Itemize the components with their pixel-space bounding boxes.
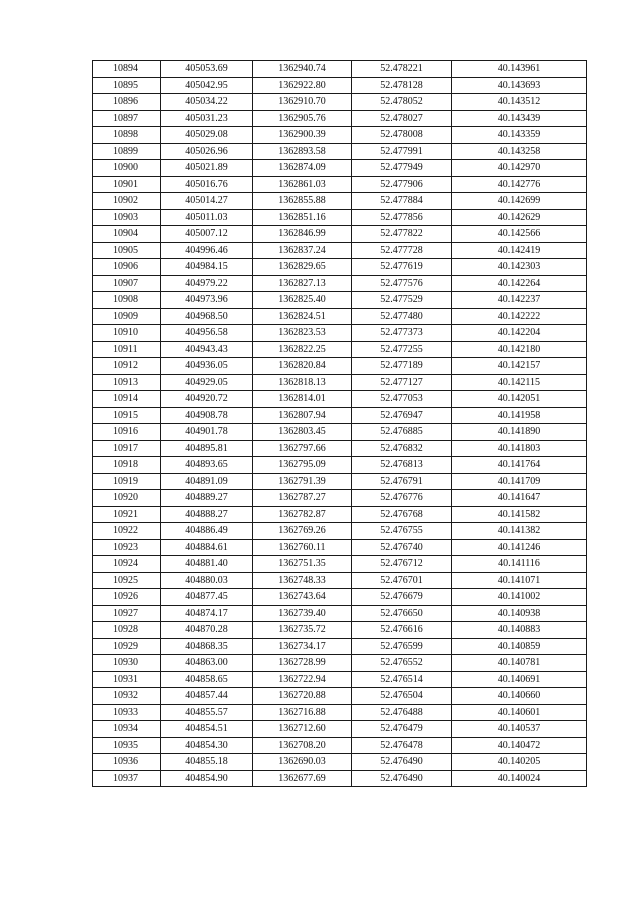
point-number-cell: 10931 xyxy=(93,671,161,688)
longitude-cell: 40.141582 xyxy=(452,506,587,523)
table-row xyxy=(93,572,587,589)
longitude-cell: 40.142303 xyxy=(452,259,587,276)
point-number-cell: 10923 xyxy=(93,539,161,556)
point-number-cell: 10899 xyxy=(93,143,161,160)
table-row xyxy=(93,407,587,424)
longitude-cell: 40.141803 xyxy=(452,440,587,457)
y-coordinate-cell: 1362905.76 xyxy=(253,110,352,127)
longitude-cell: 40.141958 xyxy=(452,407,587,424)
point-number-cell: 10932 xyxy=(93,688,161,705)
coordinate-table xyxy=(92,60,587,787)
latitude-cell: 52.476650 xyxy=(352,605,452,622)
y-coordinate-cell: 1362708.20 xyxy=(253,737,352,754)
latitude-cell: 52.476712 xyxy=(352,556,452,573)
latitude-cell: 52.476479 xyxy=(352,721,452,738)
x-coordinate-cell: 404891.09 xyxy=(161,473,253,490)
x-coordinate-cell: 404881.40 xyxy=(161,556,253,573)
longitude-cell: 40.140601 xyxy=(452,704,587,721)
y-coordinate-cell: 1362940.74 xyxy=(253,61,352,78)
x-coordinate-cell: 405053.69 xyxy=(161,61,253,78)
longitude-cell: 40.142115 xyxy=(452,374,587,391)
longitude-cell: 40.140472 xyxy=(452,737,587,754)
x-coordinate-cell: 404858.65 xyxy=(161,671,253,688)
table-row xyxy=(93,143,587,160)
latitude-cell: 52.476768 xyxy=(352,506,452,523)
point-number-cell: 10933 xyxy=(93,704,161,721)
longitude-cell: 40.141764 xyxy=(452,457,587,474)
y-coordinate-cell: 1362861.03 xyxy=(253,176,352,193)
latitude-cell: 52.476679 xyxy=(352,589,452,606)
longitude-cell: 40.143961 xyxy=(452,61,587,78)
point-number-cell: 10936 xyxy=(93,754,161,771)
latitude-cell: 52.476813 xyxy=(352,457,452,474)
y-coordinate-cell: 1362751.35 xyxy=(253,556,352,573)
point-number-cell: 10914 xyxy=(93,391,161,408)
longitude-cell: 40.141890 xyxy=(452,424,587,441)
x-coordinate-cell: 404943.43 xyxy=(161,341,253,358)
table-row xyxy=(93,242,587,259)
latitude-cell: 52.477884 xyxy=(352,193,452,210)
y-coordinate-cell: 1362922.80 xyxy=(253,77,352,94)
y-coordinate-cell: 1362820.84 xyxy=(253,358,352,375)
latitude-cell: 52.476552 xyxy=(352,655,452,672)
longitude-cell: 40.142051 xyxy=(452,391,587,408)
point-number-cell: 10904 xyxy=(93,226,161,243)
x-coordinate-cell: 404888.27 xyxy=(161,506,253,523)
x-coordinate-cell: 404973.96 xyxy=(161,292,253,309)
latitude-cell: 52.476478 xyxy=(352,737,452,754)
y-coordinate-cell: 1362743.64 xyxy=(253,589,352,606)
longitude-cell: 40.143359 xyxy=(452,127,587,144)
y-coordinate-cell: 1362803.45 xyxy=(253,424,352,441)
y-coordinate-cell: 1362760.11 xyxy=(253,539,352,556)
longitude-cell: 40.141246 xyxy=(452,539,587,556)
point-number-cell: 10927 xyxy=(93,605,161,622)
latitude-cell: 52.476514 xyxy=(352,671,452,688)
point-number-cell: 10926 xyxy=(93,589,161,606)
table-row xyxy=(93,638,587,655)
longitude-cell: 40.140938 xyxy=(452,605,587,622)
point-number-cell: 10894 xyxy=(93,61,161,78)
table-row xyxy=(93,688,587,705)
coordinate-table-body xyxy=(93,61,587,787)
latitude-cell: 52.478008 xyxy=(352,127,452,144)
y-coordinate-cell: 1362734.17 xyxy=(253,638,352,655)
table-row xyxy=(93,325,587,342)
table-row xyxy=(93,506,587,523)
y-coordinate-cell: 1362851.16 xyxy=(253,209,352,226)
latitude-cell: 52.477127 xyxy=(352,374,452,391)
y-coordinate-cell: 1362797.66 xyxy=(253,440,352,457)
longitude-cell: 40.142204 xyxy=(452,325,587,342)
y-coordinate-cell: 1362739.40 xyxy=(253,605,352,622)
table-row xyxy=(93,341,587,358)
y-coordinate-cell: 1362900.39 xyxy=(253,127,352,144)
y-coordinate-cell: 1362712.60 xyxy=(253,721,352,738)
point-number-cell: 10934 xyxy=(93,721,161,738)
point-number-cell: 10912 xyxy=(93,358,161,375)
x-coordinate-cell: 404884.61 xyxy=(161,539,253,556)
longitude-cell: 40.142419 xyxy=(452,242,587,259)
table-row xyxy=(93,259,587,276)
table-row xyxy=(93,457,587,474)
table-row xyxy=(93,292,587,309)
y-coordinate-cell: 1362825.40 xyxy=(253,292,352,309)
point-number-cell: 10896 xyxy=(93,94,161,111)
latitude-cell: 52.476504 xyxy=(352,688,452,705)
x-coordinate-cell: 404908.78 xyxy=(161,407,253,424)
x-coordinate-cell: 405021.89 xyxy=(161,160,253,177)
longitude-cell: 40.143258 xyxy=(452,143,587,160)
y-coordinate-cell: 1362823.53 xyxy=(253,325,352,342)
latitude-cell: 52.477728 xyxy=(352,242,452,259)
point-number-cell: 10929 xyxy=(93,638,161,655)
y-coordinate-cell: 1362791.39 xyxy=(253,473,352,490)
x-coordinate-cell: 404979.22 xyxy=(161,275,253,292)
point-number-cell: 10919 xyxy=(93,473,161,490)
longitude-cell: 40.143439 xyxy=(452,110,587,127)
table-row xyxy=(93,539,587,556)
x-coordinate-cell: 405031.23 xyxy=(161,110,253,127)
y-coordinate-cell: 1362807.94 xyxy=(253,407,352,424)
latitude-cell: 52.477576 xyxy=(352,275,452,292)
x-coordinate-cell: 404854.30 xyxy=(161,737,253,754)
table-row xyxy=(93,308,587,325)
table-row xyxy=(93,275,587,292)
longitude-cell: 40.143512 xyxy=(452,94,587,111)
x-coordinate-cell: 404854.90 xyxy=(161,770,253,787)
y-coordinate-cell: 1362910.70 xyxy=(253,94,352,111)
latitude-cell: 52.476701 xyxy=(352,572,452,589)
point-number-cell: 10911 xyxy=(93,341,161,358)
point-number-cell: 10924 xyxy=(93,556,161,573)
x-coordinate-cell: 405029.08 xyxy=(161,127,253,144)
x-coordinate-cell: 404854.51 xyxy=(161,721,253,738)
y-coordinate-cell: 1362874.09 xyxy=(253,160,352,177)
point-number-cell: 10917 xyxy=(93,440,161,457)
x-coordinate-cell: 404874.17 xyxy=(161,605,253,622)
point-number-cell: 10908 xyxy=(93,292,161,309)
latitude-cell: 52.476791 xyxy=(352,473,452,490)
y-coordinate-cell: 1362827.13 xyxy=(253,275,352,292)
longitude-cell: 40.140024 xyxy=(452,770,587,787)
table-row xyxy=(93,655,587,672)
point-number-cell: 10910 xyxy=(93,325,161,342)
table-row xyxy=(93,605,587,622)
point-number-cell: 10900 xyxy=(93,160,161,177)
y-coordinate-cell: 1362846.99 xyxy=(253,226,352,243)
longitude-cell: 40.140883 xyxy=(452,622,587,639)
point-number-cell: 10913 xyxy=(93,374,161,391)
point-number-cell: 10915 xyxy=(93,407,161,424)
x-coordinate-cell: 405034.22 xyxy=(161,94,253,111)
latitude-cell: 52.476947 xyxy=(352,407,452,424)
x-coordinate-cell: 404901.78 xyxy=(161,424,253,441)
latitude-cell: 52.477480 xyxy=(352,308,452,325)
longitude-cell: 40.143693 xyxy=(452,77,587,94)
longitude-cell: 40.142629 xyxy=(452,209,587,226)
latitude-cell: 52.477255 xyxy=(352,341,452,358)
table-row xyxy=(93,94,587,111)
x-coordinate-cell: 405026.96 xyxy=(161,143,253,160)
y-coordinate-cell: 1362829.65 xyxy=(253,259,352,276)
table-row xyxy=(93,127,587,144)
longitude-cell: 40.141002 xyxy=(452,589,587,606)
y-coordinate-cell: 1362677.69 xyxy=(253,770,352,787)
table-row xyxy=(93,226,587,243)
latitude-cell: 52.476488 xyxy=(352,704,452,721)
table-row xyxy=(93,424,587,441)
longitude-cell: 40.142222 xyxy=(452,308,587,325)
table-row xyxy=(93,440,587,457)
point-number-cell: 10920 xyxy=(93,490,161,507)
latitude-cell: 52.478027 xyxy=(352,110,452,127)
y-coordinate-cell: 1362735.72 xyxy=(253,622,352,639)
longitude-cell: 40.142776 xyxy=(452,176,587,193)
table-row xyxy=(93,589,587,606)
latitude-cell: 52.476490 xyxy=(352,770,452,787)
latitude-cell: 52.477822 xyxy=(352,226,452,243)
x-coordinate-cell: 404855.57 xyxy=(161,704,253,721)
longitude-cell: 40.140859 xyxy=(452,638,587,655)
x-coordinate-cell: 404984.15 xyxy=(161,259,253,276)
latitude-cell: 52.478052 xyxy=(352,94,452,111)
x-coordinate-cell: 404877.45 xyxy=(161,589,253,606)
longitude-cell: 40.142699 xyxy=(452,193,587,210)
latitude-cell: 52.477053 xyxy=(352,391,452,408)
longitude-cell: 40.142180 xyxy=(452,341,587,358)
longitude-cell: 40.141071 xyxy=(452,572,587,589)
y-coordinate-cell: 1362795.09 xyxy=(253,457,352,474)
point-number-cell: 10937 xyxy=(93,770,161,787)
longitude-cell: 40.140691 xyxy=(452,671,587,688)
latitude-cell: 52.476599 xyxy=(352,638,452,655)
table-row xyxy=(93,737,587,754)
x-coordinate-cell: 404956.58 xyxy=(161,325,253,342)
table-row xyxy=(93,721,587,738)
longitude-cell: 40.142970 xyxy=(452,160,587,177)
latitude-cell: 52.476755 xyxy=(352,523,452,540)
table-row xyxy=(93,209,587,226)
point-number-cell: 10905 xyxy=(93,242,161,259)
table-row xyxy=(93,77,587,94)
longitude-cell: 40.141382 xyxy=(452,523,587,540)
x-coordinate-cell: 404920.72 xyxy=(161,391,253,408)
table-row xyxy=(93,490,587,507)
y-coordinate-cell: 1362837.24 xyxy=(253,242,352,259)
point-number-cell: 10902 xyxy=(93,193,161,210)
longitude-cell: 40.140660 xyxy=(452,688,587,705)
table-row xyxy=(93,754,587,771)
latitude-cell: 52.478128 xyxy=(352,77,452,94)
point-number-cell: 10925 xyxy=(93,572,161,589)
table-row xyxy=(93,671,587,688)
latitude-cell: 52.477991 xyxy=(352,143,452,160)
table-row xyxy=(93,473,587,490)
latitude-cell: 52.477189 xyxy=(352,358,452,375)
table-row xyxy=(93,704,587,721)
x-coordinate-cell: 404868.35 xyxy=(161,638,253,655)
point-number-cell: 10906 xyxy=(93,259,161,276)
x-coordinate-cell: 405016.76 xyxy=(161,176,253,193)
x-coordinate-cell: 404893.65 xyxy=(161,457,253,474)
x-coordinate-cell: 404895.81 xyxy=(161,440,253,457)
latitude-cell: 52.476885 xyxy=(352,424,452,441)
x-coordinate-cell: 404880.03 xyxy=(161,572,253,589)
x-coordinate-cell: 404886.49 xyxy=(161,523,253,540)
table-row xyxy=(93,193,587,210)
x-coordinate-cell: 404889.27 xyxy=(161,490,253,507)
latitude-cell: 52.477856 xyxy=(352,209,452,226)
table-row xyxy=(93,622,587,639)
x-coordinate-cell: 404855.18 xyxy=(161,754,253,771)
point-number-cell: 10897 xyxy=(93,110,161,127)
latitude-cell: 52.477949 xyxy=(352,160,452,177)
point-number-cell: 10898 xyxy=(93,127,161,144)
table-row xyxy=(93,61,587,78)
x-coordinate-cell: 404870.28 xyxy=(161,622,253,639)
point-number-cell: 10930 xyxy=(93,655,161,672)
y-coordinate-cell: 1362893.58 xyxy=(253,143,352,160)
y-coordinate-cell: 1362824.51 xyxy=(253,308,352,325)
y-coordinate-cell: 1362782.87 xyxy=(253,506,352,523)
y-coordinate-cell: 1362818.13 xyxy=(253,374,352,391)
point-number-cell: 10916 xyxy=(93,424,161,441)
latitude-cell: 52.477619 xyxy=(352,259,452,276)
y-coordinate-cell: 1362728.99 xyxy=(253,655,352,672)
point-number-cell: 10907 xyxy=(93,275,161,292)
x-coordinate-cell: 405007.12 xyxy=(161,226,253,243)
table-row xyxy=(93,770,587,787)
longitude-cell: 40.140205 xyxy=(452,754,587,771)
x-coordinate-cell: 404936.05 xyxy=(161,358,253,375)
point-number-cell: 10903 xyxy=(93,209,161,226)
y-coordinate-cell: 1362716.88 xyxy=(253,704,352,721)
longitude-cell: 40.142566 xyxy=(452,226,587,243)
y-coordinate-cell: 1362769.26 xyxy=(253,523,352,540)
y-coordinate-cell: 1362690.03 xyxy=(253,754,352,771)
x-coordinate-cell: 404996.46 xyxy=(161,242,253,259)
y-coordinate-cell: 1362787.27 xyxy=(253,490,352,507)
point-number-cell: 10928 xyxy=(93,622,161,639)
point-number-cell: 10935 xyxy=(93,737,161,754)
longitude-cell: 40.140781 xyxy=(452,655,587,672)
point-number-cell: 10895 xyxy=(93,77,161,94)
table-row xyxy=(93,160,587,177)
table-row xyxy=(93,391,587,408)
longitude-cell: 40.142157 xyxy=(452,358,587,375)
point-number-cell: 10921 xyxy=(93,506,161,523)
x-coordinate-cell: 404857.44 xyxy=(161,688,253,705)
x-coordinate-cell: 404929.05 xyxy=(161,374,253,391)
table-row xyxy=(93,176,587,193)
x-coordinate-cell: 405014.27 xyxy=(161,193,253,210)
longitude-cell: 40.142237 xyxy=(452,292,587,309)
y-coordinate-cell: 1362814.01 xyxy=(253,391,352,408)
point-number-cell: 10918 xyxy=(93,457,161,474)
latitude-cell: 52.476616 xyxy=(352,622,452,639)
table-row xyxy=(93,358,587,375)
longitude-cell: 40.140537 xyxy=(452,721,587,738)
latitude-cell: 52.476740 xyxy=(352,539,452,556)
x-coordinate-cell: 405011.03 xyxy=(161,209,253,226)
longitude-cell: 40.141116 xyxy=(452,556,587,573)
x-coordinate-cell: 404968.50 xyxy=(161,308,253,325)
y-coordinate-cell: 1362748.33 xyxy=(253,572,352,589)
longitude-cell: 40.141647 xyxy=(452,490,587,507)
y-coordinate-cell: 1362822.25 xyxy=(253,341,352,358)
latitude-cell: 52.478221 xyxy=(352,61,452,78)
longitude-cell: 40.141709 xyxy=(452,473,587,490)
y-coordinate-cell: 1362855.88 xyxy=(253,193,352,210)
point-number-cell: 10922 xyxy=(93,523,161,540)
latitude-cell: 52.477906 xyxy=(352,176,452,193)
longitude-cell: 40.142264 xyxy=(452,275,587,292)
latitude-cell: 52.476832 xyxy=(352,440,452,457)
latitude-cell: 52.477529 xyxy=(352,292,452,309)
latitude-cell: 52.476490 xyxy=(352,754,452,771)
point-number-cell: 10909 xyxy=(93,308,161,325)
x-coordinate-cell: 405042.95 xyxy=(161,77,253,94)
point-number-cell: 10901 xyxy=(93,176,161,193)
table-row xyxy=(93,523,587,540)
latitude-cell: 52.476776 xyxy=(352,490,452,507)
x-coordinate-cell: 404863.00 xyxy=(161,655,253,672)
table-row xyxy=(93,556,587,573)
table-row xyxy=(93,110,587,127)
latitude-cell: 52.477373 xyxy=(352,325,452,342)
y-coordinate-cell: 1362722.94 xyxy=(253,671,352,688)
y-coordinate-cell: 1362720.88 xyxy=(253,688,352,705)
table-row xyxy=(93,374,587,391)
